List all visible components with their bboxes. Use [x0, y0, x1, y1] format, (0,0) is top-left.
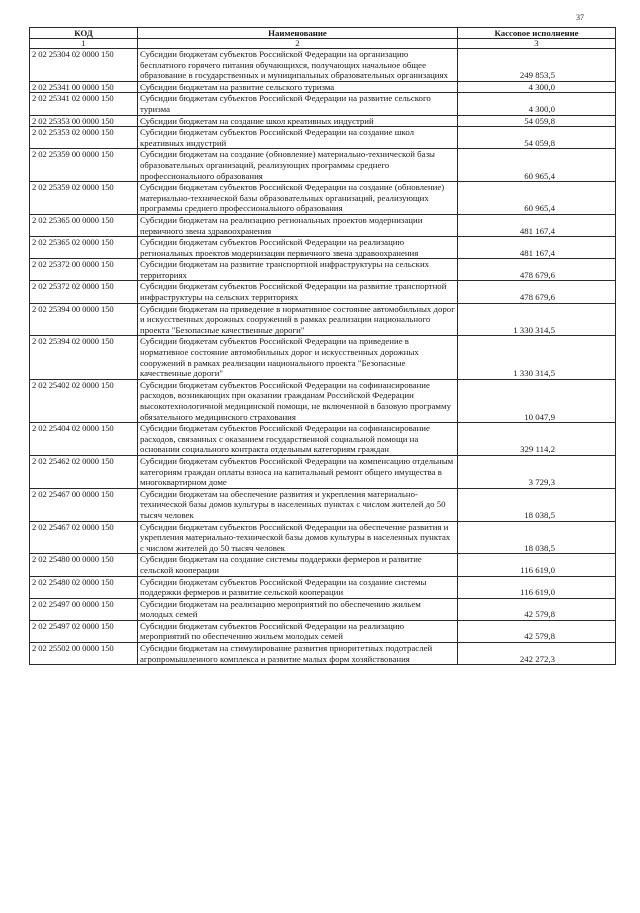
- amount-cell: 18 038,5: [458, 488, 616, 521]
- code-cell: 2 02 25502 00 0000 150: [30, 643, 138, 665]
- table-row: [30, 237, 616, 259]
- name-cell: Субсидии бюджетам субъектов Российской Федерации на развитие сельского туризма: [138, 93, 458, 115]
- amount-cell: 4 300,0: [458, 93, 616, 115]
- table-row: [30, 81, 616, 93]
- code-cell: 2 02 25394 00 0000 150: [30, 303, 138, 336]
- name-cell: Субсидии бюджетам на приведение в нормативное состояние автомобильных дорог и искусственных дорожных сооружений в рамках реализации национального проекта "Безопасные качественные дороги": [138, 303, 458, 336]
- name-cell: Субсидии бюджетам субъектов Российской Федерации на компенсацию отдельным категориям граждан оплаты взноса на капитальный ремонт общего имущества в многоквартирном доме: [138, 455, 458, 488]
- table-row: [30, 214, 616, 236]
- code-cell: 2 02 25341 00 0000 150: [30, 81, 138, 93]
- table-row: [30, 554, 616, 576]
- header-name: Наименование: [138, 28, 458, 39]
- amount-cell: 478 679,6: [458, 259, 616, 281]
- table-row: [30, 620, 616, 642]
- table-row: [30, 423, 616, 456]
- table-row: [30, 93, 616, 115]
- name-cell: Субсидии бюджетам субъектов Российской Федерации на создание (обновление) материально-технической базы образовательных организаций, реализующих программы среднего профессионального образования: [138, 182, 458, 215]
- amount-cell: 3 729,3: [458, 455, 616, 488]
- name-cell: Субсидии бюджетам на реализацию региональных проектов модернизации первичного звена здравоохранения: [138, 214, 458, 236]
- name-cell: Субсидии бюджетам на создание (обновление) материально-технической базы образовательных организаций, реализующих программы среднего профессионального образования: [138, 149, 458, 182]
- code-cell: 2 02 25359 00 0000 150: [30, 149, 138, 182]
- table-row: [30, 336, 616, 379]
- code-cell: 2 02 25372 02 0000 150: [30, 281, 138, 303]
- amount-cell: 242 272,3: [458, 643, 616, 665]
- amount-cell: 478 679,6: [458, 281, 616, 303]
- name-cell: Субсидии бюджетам субъектов Российской Федерации на создание системы поддержки фермеров и развитие сельской кооперации: [138, 576, 458, 598]
- table-row: [30, 182, 616, 215]
- column-number-1: 1: [30, 39, 138, 49]
- name-cell: Субсидии бюджетам субъектов Российской Федерации на реализацию мероприятий по обеспечению жильем молодых семей: [138, 620, 458, 642]
- name-cell: Субсидии бюджетам субъектов Российской Федерации на организацию бесплатного горячего питания обучающихся, получающих начальное общее образование в государственных и муниципальных образовательных организациях: [138, 49, 458, 82]
- column-number-2: 2: [138, 39, 458, 49]
- name-cell: Субсидии бюджетам на стимулирование развития приоритетных подотраслей агропромышленного комплекса и развитие малых форм хозяйствования: [138, 643, 458, 665]
- table-row: [30, 521, 616, 554]
- code-cell: 2 02 25404 02 0000 150: [30, 423, 138, 456]
- amount-cell: 481 167,4: [458, 214, 616, 236]
- table-row: [30, 281, 616, 303]
- code-cell: 2 02 25467 00 0000 150: [30, 488, 138, 521]
- amount-cell: 1 330 314,5: [458, 336, 616, 379]
- code-cell: 2 02 25480 00 0000 150: [30, 554, 138, 576]
- code-cell: 2 02 25353 02 0000 150: [30, 127, 138, 149]
- name-cell: Субсидии бюджетам на создание школ креативных индустрий: [138, 115, 458, 127]
- name-cell: Субсидии бюджетам на развитие транспортной инфраструктуры на сельских территориях: [138, 259, 458, 281]
- table-row: [30, 643, 616, 665]
- header-code: КОД: [30, 28, 138, 39]
- amount-cell: 249 853,5: [458, 49, 616, 82]
- amount-cell: 481 167,4: [458, 237, 616, 259]
- table-row: [30, 379, 616, 422]
- code-cell: 2 02 25353 00 0000 150: [30, 115, 138, 127]
- amount-cell: 4 300,0: [458, 81, 616, 93]
- name-cell: Субсидии бюджетам на реализацию мероприятий по обеспечению жильем молодых семей: [138, 598, 458, 620]
- code-cell: 2 02 25365 00 0000 150: [30, 214, 138, 236]
- table-body: [30, 49, 616, 665]
- amount-cell: 60 965,4: [458, 149, 616, 182]
- code-cell: 2 02 25402 02 0000 150: [30, 379, 138, 422]
- code-cell: 2 02 25372 00 0000 150: [30, 259, 138, 281]
- amount-cell: 10 047,9: [458, 379, 616, 422]
- name-cell: Субсидии бюджетам на развитие сельского туризма: [138, 81, 458, 93]
- table-row: [30, 488, 616, 521]
- budget-table: [29, 27, 616, 665]
- code-cell: 2 02 25341 02 0000 150: [30, 93, 138, 115]
- amount-cell: 42 579,8: [458, 598, 616, 620]
- code-cell: 2 02 25462 02 0000 150: [30, 455, 138, 488]
- code-cell: 2 02 25497 02 0000 150: [30, 620, 138, 642]
- code-cell: 2 02 25365 02 0000 150: [30, 237, 138, 259]
- code-cell: 2 02 25304 02 0000 150: [30, 49, 138, 82]
- code-cell: 2 02 25394 02 0000 150: [30, 336, 138, 379]
- amount-cell: 60 965,4: [458, 182, 616, 215]
- amount-cell: 116 619,0: [458, 576, 616, 598]
- amount-cell: 42 579,8: [458, 620, 616, 642]
- table-row: [30, 149, 616, 182]
- name-cell: Субсидии бюджетам субъектов Российской Федерации на создание школ креативных индустрий: [138, 127, 458, 149]
- amount-cell: 116 619,0: [458, 554, 616, 576]
- column-number-3: 3: [458, 39, 616, 49]
- amount-cell: 1 330 314,5: [458, 303, 616, 336]
- header-row: [30, 28, 616, 39]
- table-row: [30, 598, 616, 620]
- page-number: 37: [576, 13, 584, 22]
- name-cell: Субсидии бюджетам субъектов Российской Федерации на приведение в нормативное состояние автомобильных дорог и искусственных дорожных сооружений в рамках реализации национального проекта "Безопасные качественные дороги": [138, 336, 458, 379]
- code-cell: 2 02 25359 02 0000 150: [30, 182, 138, 215]
- table-row: [30, 303, 616, 336]
- header-amount: Кассовое исполнение: [458, 28, 616, 39]
- name-cell: Субсидии бюджетам на создание системы поддержки фермеров и развитие сельской кооперации: [138, 554, 458, 576]
- name-cell: Субсидии бюджетам субъектов Российской Федерации на обеспечение развития и укрепления материально-технической базы домов культуры в населенных пунктах с числом жителей до 50 тысяч человек: [138, 521, 458, 554]
- table-row: [30, 127, 616, 149]
- amount-cell: 54 059,8: [458, 115, 616, 127]
- table-row: [30, 115, 616, 127]
- amount-cell: 54 059,8: [458, 127, 616, 149]
- amount-cell: 18 038,5: [458, 521, 616, 554]
- table-row: [30, 576, 616, 598]
- amount-cell: 329 114,2: [458, 423, 616, 456]
- name-cell: Субсидии бюджетам субъектов Российской Федерации на развитие транспортной инфраструктуры на сельских территориях: [138, 281, 458, 303]
- name-cell: Субсидии бюджетам субъектов Российской Федерации на софинансирование расходов, связанных с оказанием государственной социальной помощи на основании социального контракта отдельным категориям граждан: [138, 423, 458, 456]
- code-cell: 2 02 25497 00 0000 150: [30, 598, 138, 620]
- code-cell: 2 02 25480 02 0000 150: [30, 576, 138, 598]
- code-cell: 2 02 25467 02 0000 150: [30, 521, 138, 554]
- column-number-row: [30, 39, 616, 49]
- table-row: [30, 259, 616, 281]
- name-cell: Субсидии бюджетам субъектов Российской Федерации на софинансирование расходов, возникающих при оказании гражданам Российской Федерации высокотехнологичной медицинской помощи, не включенной в базовую программу обязательного медицинского страхования: [138, 379, 458, 422]
- table-row: [30, 49, 616, 82]
- table-row: [30, 455, 616, 488]
- name-cell: Субсидии бюджетам на обеспечение развития и укрепления материально-технической базы домов культуры в населенных пунктах с числом жителей до 50 тысяч человек: [138, 488, 458, 521]
- name-cell: Субсидии бюджетам субъектов Российской Федерации на реализацию региональных проектов модернизации первичного звена здравоохранения: [138, 237, 458, 259]
